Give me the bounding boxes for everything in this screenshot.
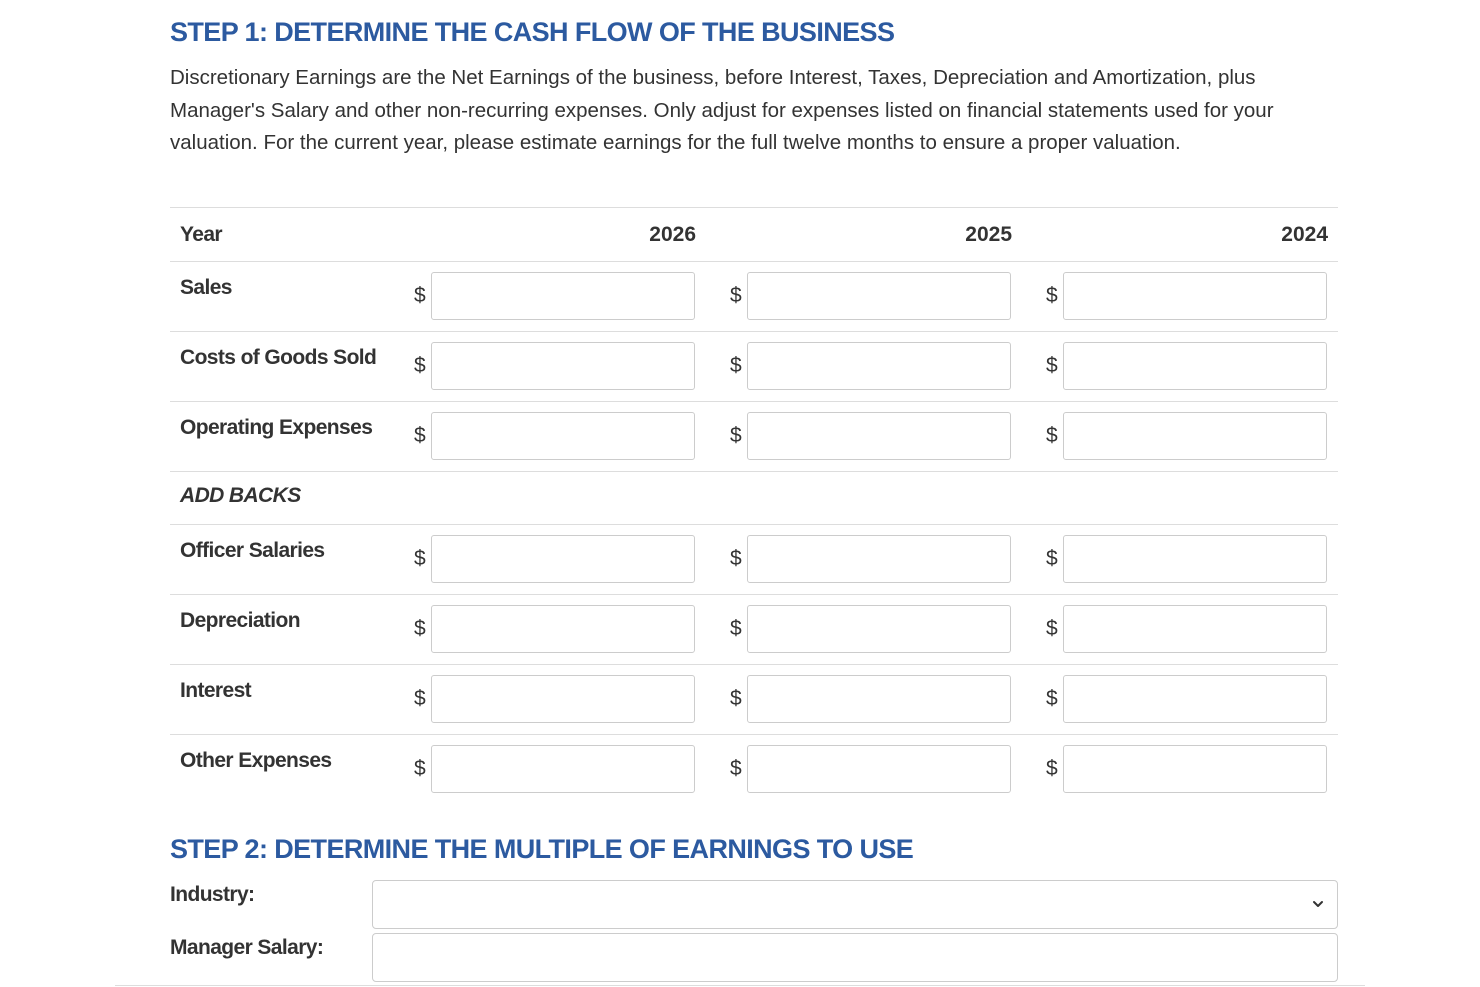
officer-salaries-2026-input[interactable] [431,535,695,583]
depreciation-2024-input[interactable] [1063,605,1327,653]
table-row-depreciation [170,595,1338,665]
dollar-sign: $ [1046,424,1058,447]
dollar-sign: $ [414,284,426,307]
depreciation-2025-input[interactable] [747,605,1011,653]
interest-2026-input[interactable] [431,675,695,723]
add-backs-section-row [170,472,1338,525]
dollar-sign: $ [1046,757,1058,780]
cogs-2026-input[interactable] [431,342,695,390]
dollar-sign: $ [730,547,742,570]
table-row-other-expenses [170,735,1338,805]
other-expenses-2024-input[interactable] [1063,745,1327,793]
add-backs-label: ADD BACKS [180,484,301,507]
step2-heading: STEP 2: DETERMINE THE MULTIPLE OF EARNINGS TO USE [170,834,914,864]
dollar-sign: $ [730,424,742,447]
step1-heading: STEP 1: DETERMINE THE CASH FLOW OF THE BUSINESS [170,17,895,47]
row-label-sales: Sales [180,276,232,299]
dollar-sign: $ [414,687,426,710]
table-row-officer-salaries [170,525,1338,595]
dollar-sign: $ [1046,617,1058,640]
table-row-operating-expenses [170,402,1338,472]
year-header-2025: 2025 [965,223,1012,246]
chevron-down-icon [1311,897,1325,911]
table-row-interest [170,665,1338,735]
row-label-depreciation: Depreciation [180,609,300,632]
dollar-sign: $ [730,284,742,307]
row-label-interest: Interest [180,679,252,702]
depreciation-2026-input[interactable] [431,605,695,653]
dollar-sign: $ [730,354,742,377]
dollar-sign: $ [730,617,742,640]
manager-salary-input[interactable] [372,933,1338,982]
row-label-cogs: Costs of Goods Sold [180,346,377,369]
year-header-2024: 2024 [1281,223,1328,246]
other-expenses-2026-input[interactable] [431,745,695,793]
dollar-sign: $ [414,354,426,377]
row-label-officer-salaries: Officer Salaries [180,539,325,562]
table-header-row [170,208,1338,262]
dollar-sign: $ [1046,687,1058,710]
operating-expenses-2024-input[interactable] [1063,412,1327,460]
interest-2025-input[interactable] [747,675,1011,723]
sales-2026-input[interactable] [431,272,695,320]
industry-select[interactable] [372,880,1338,929]
manager-salary-label: Manager Salary: [170,936,324,959]
row-label-operating-expenses: Operating Expenses [180,416,373,439]
officer-salaries-2025-input[interactable] [747,535,1011,583]
dollar-sign: $ [414,547,426,570]
sales-2024-input[interactable] [1063,272,1327,320]
operating-expenses-2026-input[interactable] [431,412,695,460]
dollar-sign: $ [730,687,742,710]
interest-2024-input[interactable] [1063,675,1327,723]
dollar-sign: $ [1046,284,1058,307]
step1-description: Discretionary Earnings are the Net Earnings of the business, before Interest, Taxes, Depreciation and Amortization, plus Manager's Salary and other non-recurring expenses. Only adjust for expenses listed on financial statements used for your valuation. For the current year, please estimate earnings for the full twelve months to ensure a proper valuation. [170,66,1274,154]
dollar-sign: $ [414,424,426,447]
dollar-sign: $ [730,757,742,780]
bottom-divider [115,985,1365,986]
cogs-2024-input[interactable] [1063,342,1327,390]
sales-2025-input[interactable] [747,272,1011,320]
cash-flow-table [170,207,1338,805]
cogs-2025-input[interactable] [747,342,1011,390]
year-header-2026: 2026 [649,223,696,246]
industry-label: Industry: [170,883,255,906]
table-row-sales [170,262,1338,332]
row-label-other-expenses: Other Expenses [180,749,332,772]
dollar-sign: $ [1046,354,1058,377]
officer-salaries-2024-input[interactable] [1063,535,1327,583]
dollar-sign: $ [1046,547,1058,570]
operating-expenses-2025-input[interactable] [747,412,1011,460]
other-expenses-2025-input[interactable] [747,745,1011,793]
dollar-sign: $ [414,757,426,780]
dollar-sign: $ [414,617,426,640]
year-column-label: Year [180,223,222,246]
table-row-cogs [170,332,1338,402]
